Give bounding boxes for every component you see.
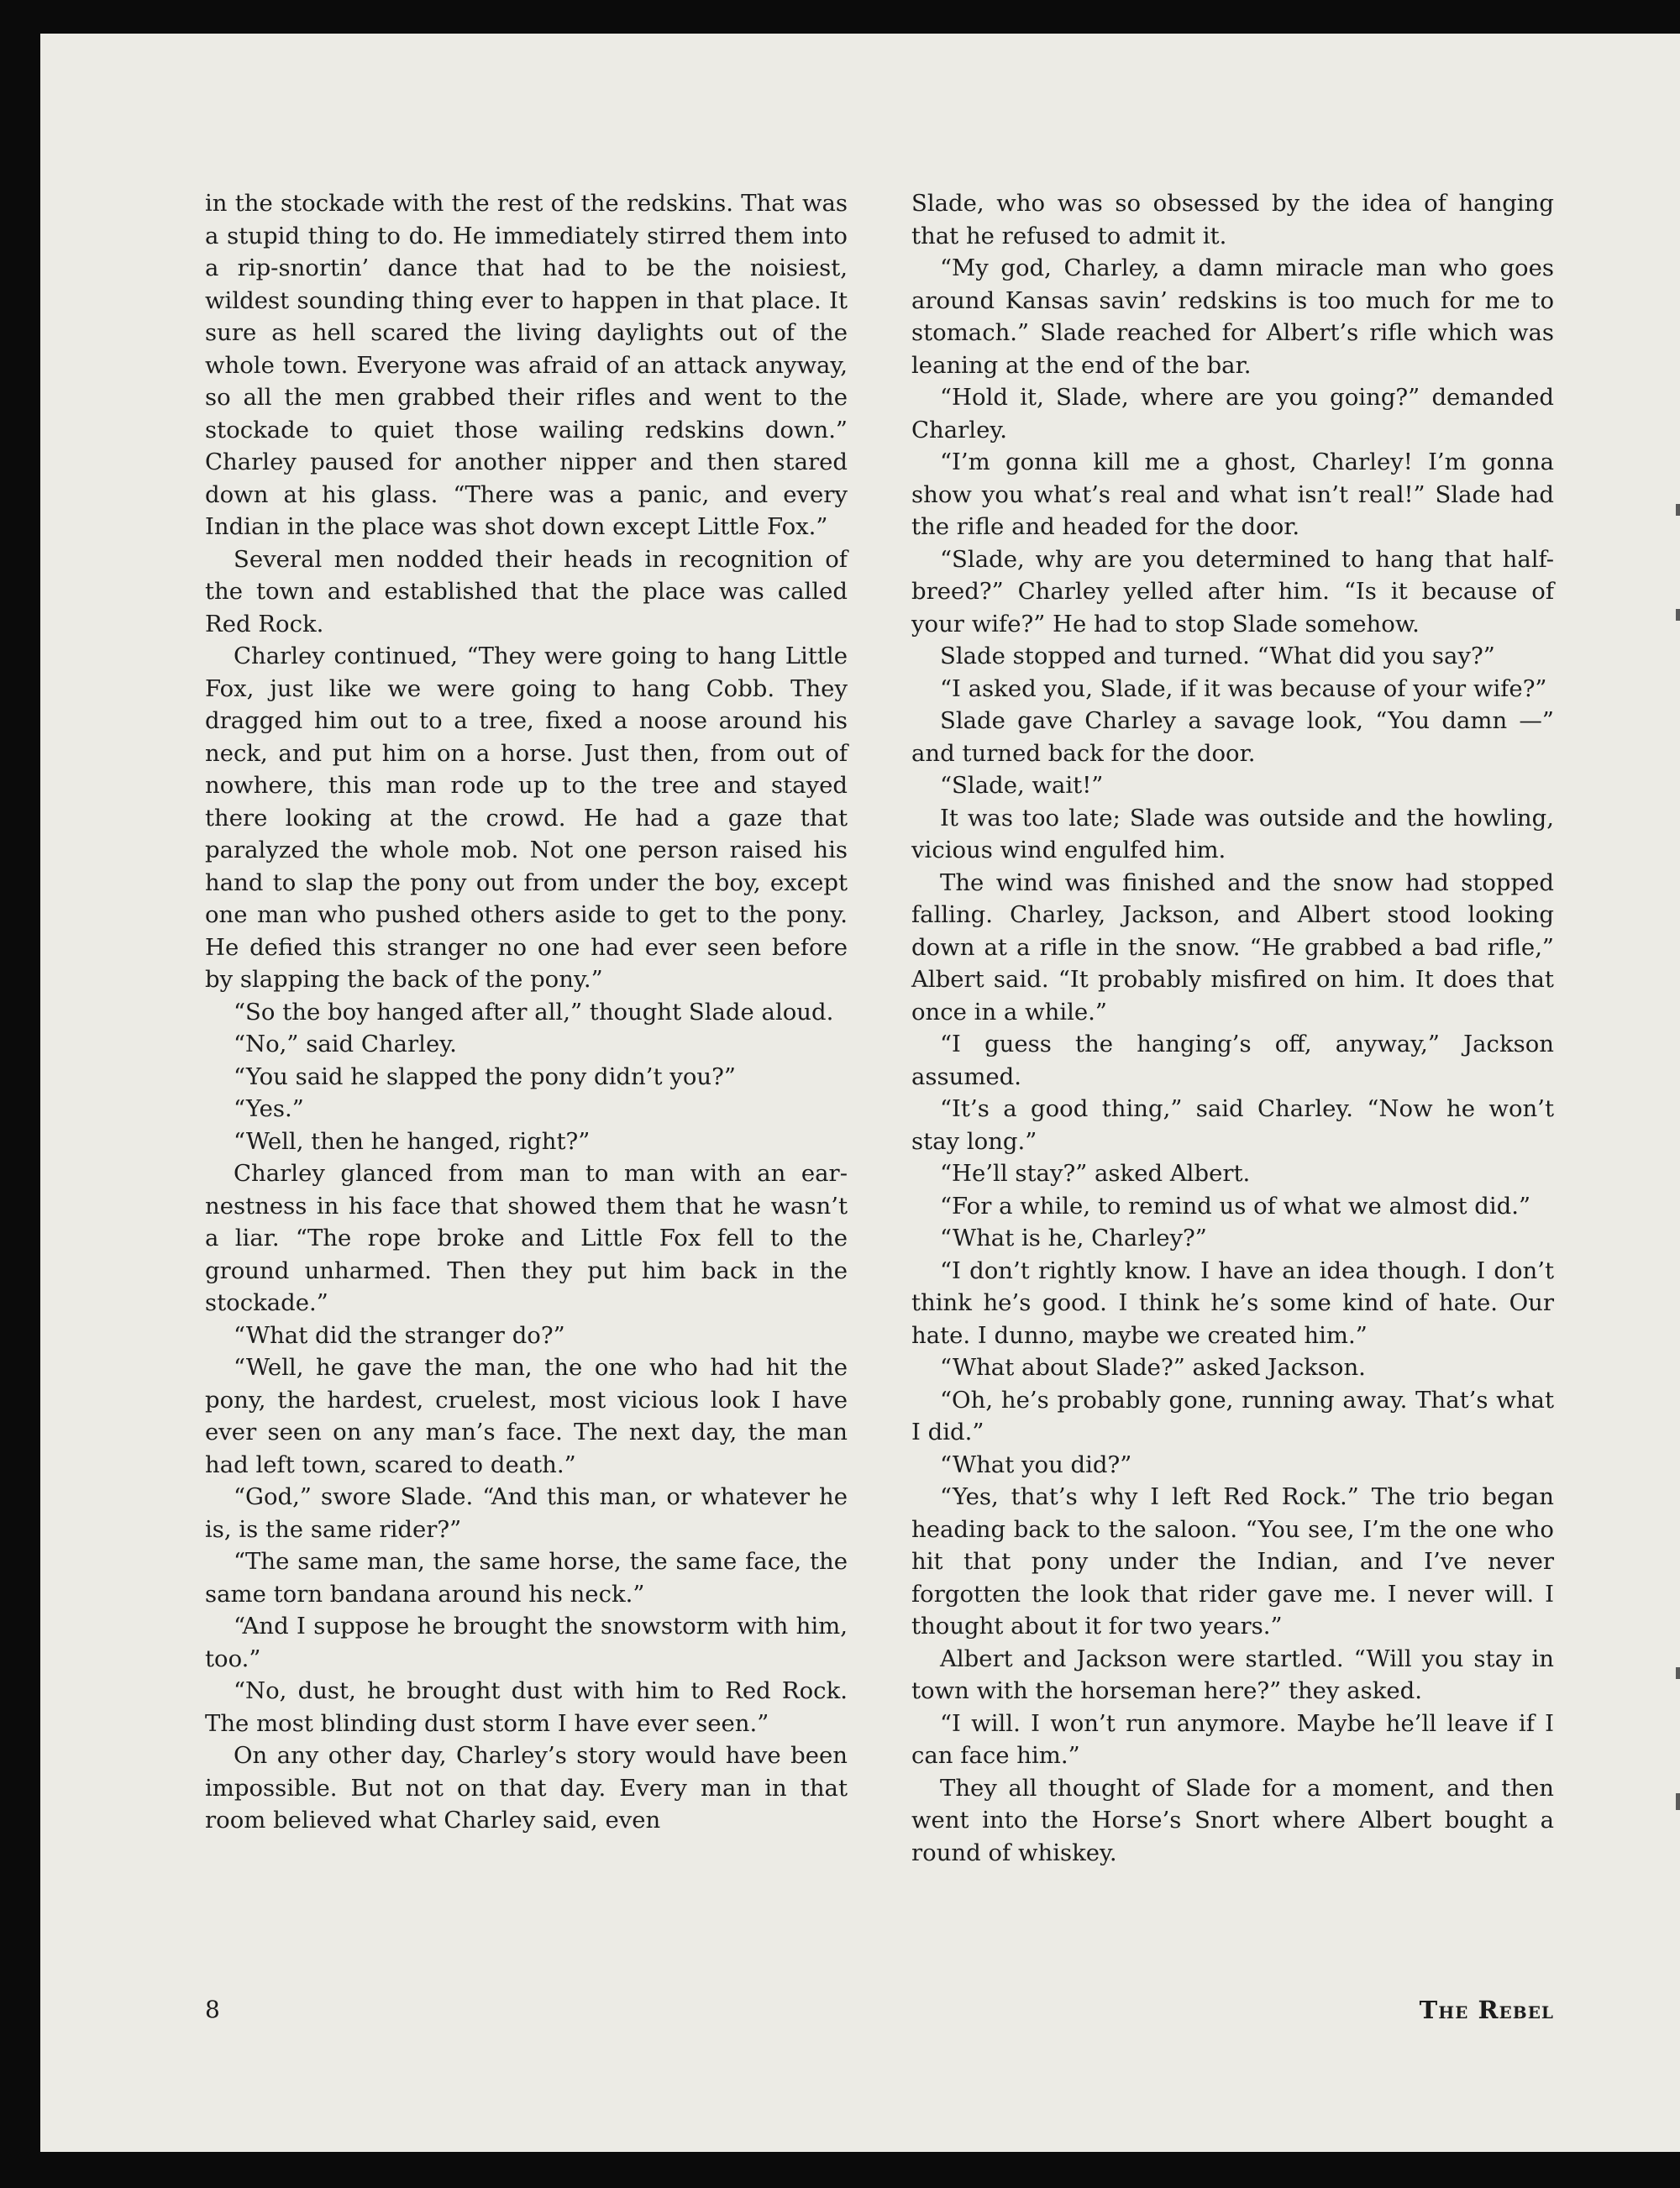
paragraph: “What did the stranger do?” (234, 1321, 565, 1349)
paragraph: “Yes, that’s why I left Red Rock.” The trio began heading back to the saloon. “You see, I’m the one who hit that pony under the Indian, and I’ve never forgotten the look that rider gave me. I never will. I thought about it for two years.” (911, 1483, 1554, 1640)
paragraph: “Hold it, Slade, where are you going?” demanded Charley. (911, 384, 1554, 443)
paragraph: “Slade, why are you determined to hang that half-breed?” Charley yelled after him. “Is it because of your wife?” He had to stop Slade somehow. (911, 545, 1554, 638)
paragraph: On any other day, Charley’s story would have been impossible. But not on that day. Every man in that room believed what Charley said, even (205, 1742, 848, 1834)
paragraph: “Oh, he’s probably gone, running away. That’s what I did.” (911, 1386, 1554, 1446)
paragraph: “I’m gonna kill me a ghost, Charley! I’m gonna show you what’s real and what isn’t real!” Slade had the rifle and headed for the door. (911, 449, 1554, 540)
page-edge-mark (1676, 504, 1680, 516)
paragraph: “It’s a good thing,” said Charley. “Now he won’t stay long.” (911, 1095, 1554, 1155)
paragraph: “No, dust, he brought dust with him to Red Rock. The most blinding dust storm I have ever seen.” (205, 1677, 848, 1737)
paragraph: Charley glanced from man to man with an earnestness in his face that showed them that he wasn’t a liar. “The rope broke and Little Fox fell to the ground unharmed. Then they put him back in the stockade.” (205, 1160, 848, 1316)
paragraph: “What is he, Charley?” (940, 1225, 1207, 1251)
right-text-column (911, 187, 1554, 1869)
paragraph: “Slade, wait!” (940, 772, 1104, 799)
left-text-column (205, 187, 848, 1837)
page-edge-mark (1676, 1793, 1680, 1810)
paragraph: “God,” swore Slade. “And this man, or whatever he is, is the same rider?” (205, 1483, 848, 1543)
paragraph: “And I suppose he brought the snowstorm with him, too.” (205, 1613, 848, 1672)
page-edge-mark (1676, 609, 1680, 621)
paragraph: Charley continued, “They were going to hang Little Fox, just like we were going to hang Cobb. They dragged him out to a tree, fixed a noose around his neck, and put him on a horse. Just then, from out of nowhere, this man rode up to the tree and stayed there looking at the crowd. He had a gaze that paralyzed the whole mob. Not one person raised his hand to slap the pony out from under the boy, except one man who pushed others aside to get to the pony. He defied this stranger no one had ever seen before by slapping the back of the pony.” (205, 643, 848, 993)
paragraph: “For a while, to remind us of what we almost did.” (940, 1192, 1531, 1220)
paragraph: “My god, Charley, a damn miracle man who goes around Kansas savin’ redskins is too much for me to stomach.” Slade reached for Albert’s rifle which was leaning at the end of the bar. (911, 254, 1554, 379)
running-title: The Rebel (1419, 1996, 1554, 2024)
paragraph: “Well, he gave the man, the one who had hit the pony, the hardest, cruelest, most vicious look I have ever seen on any man’s face. The next day, the man had left town, scared to death.” (205, 1354, 848, 1478)
paragraph: “Well, then he hanged, right?” (234, 1127, 591, 1155)
paragraph: Slade gave Charley a savage look, “You damn —” and turned back for the door. (911, 707, 1554, 767)
paragraph: Albert and Jackson were startled. “Will you stay in town with the horseman here?” they asked. (911, 1645, 1554, 1704)
paragraph: “I asked you, Slade, if it was because of your wife?” (940, 674, 1547, 702)
paragraph: “Yes.” (234, 1095, 304, 1122)
paragraph: “I guess the hanging’s off, anyway,” Jackson assumed. (911, 1031, 1554, 1090)
paragraph: They all thought of Slade for a moment, and then went into the Horse’s Snort where Albert bought a round of whiskey. (911, 1774, 1554, 1866)
paragraph: “The same man, the same horse, the same face, the same torn bandana around his neck.” (205, 1548, 848, 1608)
magazine-page (40, 34, 1680, 2152)
paragraph: It was too late; Slade was outside and the howling, vicious wind engulfed him. (911, 804, 1554, 863)
paragraph: “I don’t rightly know. I have an idea though. I don’t think he’s good. I think he’s some kind of hate. Our hate. I dunno, maybe we created him.” (911, 1257, 1554, 1349)
paragraph: The wind was finished and the snow had stopped falling. Charley, Jackson, and Albert stood looking down at a rifle in the snow. “He grabbed a bad rifle,” Albert said. “It probably misfired on him. It does that once in a while.” (911, 868, 1554, 1026)
paragraph: Slade, who was so obsessed by the idea of hanging that he refused to admit it. (911, 190, 1554, 249)
paragraph: “What about Slade?” asked Jackson. (940, 1354, 1366, 1381)
paragraph: “You said he slapped the pony didn’t you?” (234, 1063, 736, 1090)
page-number: 8 (205, 1996, 220, 2023)
paragraph: “So the boy hanged after all,” thought Slade aloud. (234, 998, 834, 1026)
paragraph: Slade stopped and turned. “What did you say?” (940, 643, 1495, 669)
page-edge-mark (1676, 1667, 1680, 1679)
paragraph: “I will. I won’t run anymore. Maybe he’ll leave if I can face him.” (911, 1709, 1554, 1769)
paragraph: Several men nodded their heads in recognition of the town and established that the place was called Red Rock. (205, 545, 848, 638)
paragraph: “What you did?” (940, 1451, 1132, 1478)
paragraph: “He’ll stay?” asked Albert. (940, 1160, 1251, 1187)
paragraph: “No,” said Charley. (234, 1031, 457, 1057)
paragraph: in the stockade with the rest of the redskins. That was a stupid thing to do. He immediately stirred them into a rip-snortin’ dance that had to be the noisiest, wildest sounding thing ever to happen in that place. It sure as hell scared the living daylights out of the whole town. Everyone was afraid of an attack anyway, so all the men grabbed their rifles and went to the stockade to quiet those wailing redskins down.” Charley paused for another nipper and then stared down at his glass. “There was a panic, and every Indian in the place was shot down except Little Fox.” (205, 190, 848, 540)
